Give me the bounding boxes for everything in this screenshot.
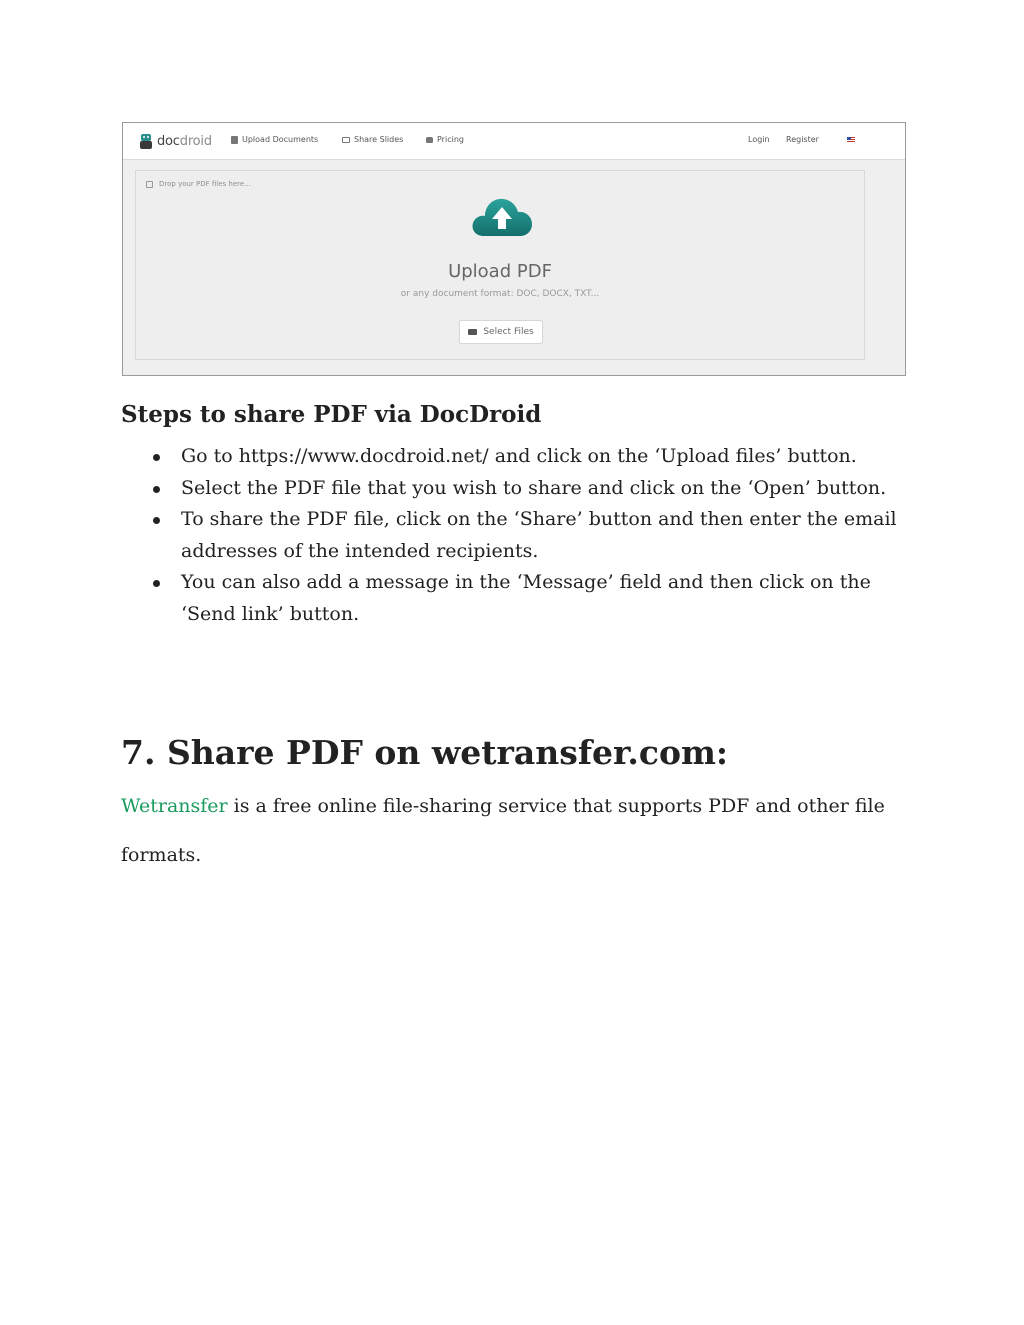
bullet-icon — [153, 580, 160, 587]
nav-share-slides-label: Share Slides — [354, 135, 404, 144]
upload-subtitle: or any document format: DOC, DOCX, TXT... — [400, 289, 600, 299]
upload-dropzone[interactable] — [135, 170, 865, 360]
docdroid-logo[interactable] — [139, 131, 212, 151]
copy-icon — [146, 181, 153, 188]
document-icon — [231, 136, 238, 144]
steps-heading: Steps to share PDF via DocDroid — [121, 401, 542, 428]
list-item — [121, 504, 911, 567]
logo-text: docdroid — [157, 133, 212, 149]
list-item-text: Select the PDF file that you wish to share and click on the ‘Open’ button. — [181, 476, 887, 499]
list-item — [121, 441, 911, 473]
wetransfer-link[interactable]: Wetransfer — [121, 795, 228, 817]
nav-register[interactable] — [786, 135, 819, 144]
nav-share-slides[interactable] — [342, 135, 403, 144]
list-item-text: To share the PDF file, click on the ‘Share’ button and then enter the email addresses of the intended recipients. — [181, 508, 897, 562]
select-files-label: Select Files — [483, 327, 534, 337]
drop-hint — [146, 180, 251, 188]
bullet-icon — [153, 454, 160, 461]
wetransfer-paragraph — [121, 782, 911, 880]
pricing-bag-icon — [426, 137, 433, 143]
nav-register-label: Register — [786, 135, 819, 144]
list-item — [121, 567, 911, 630]
us-flag-icon[interactable] — [847, 137, 855, 143]
nav-upload-documents-label: Upload Documents — [242, 135, 319, 144]
bullet-icon — [153, 517, 160, 524]
bullet-icon — [153, 486, 160, 493]
steps-list — [121, 441, 911, 630]
folder-icon — [468, 329, 477, 335]
nav-pricing[interactable] — [426, 135, 464, 144]
list-item-text: You can also add a message in the ‘Message’ field and then click on the ‘Send link’ button. — [181, 571, 871, 625]
upload-title: Upload PDF — [448, 261, 552, 282]
drop-hint-text: Drop your PDF files here... — [159, 180, 251, 188]
list-item-text: Go to https://www.docdroid.net/ and click on the ‘Upload files’ button. — [181, 445, 857, 467]
slides-icon — [342, 137, 350, 143]
nav-pricing-label: Pricing — [437, 135, 464, 144]
wetransfer-body: is a free online file-sharing service that supports PDF and other file formats. — [121, 795, 885, 866]
list-item — [121, 473, 911, 505]
nav-upload-documents[interactable] — [231, 135, 318, 144]
docdroid-robot-icon — [139, 132, 153, 150]
docdroid-navbar — [123, 123, 905, 160]
nav-login-label: Login — [748, 135, 770, 144]
nav-login[interactable] — [748, 135, 770, 144]
select-files-button[interactable] — [459, 320, 543, 344]
wetransfer-heading: 7. Share PDF on wetransfer.com: — [121, 733, 729, 772]
docdroid-screenshot — [122, 122, 906, 376]
cloud-upload-icon — [470, 192, 534, 240]
